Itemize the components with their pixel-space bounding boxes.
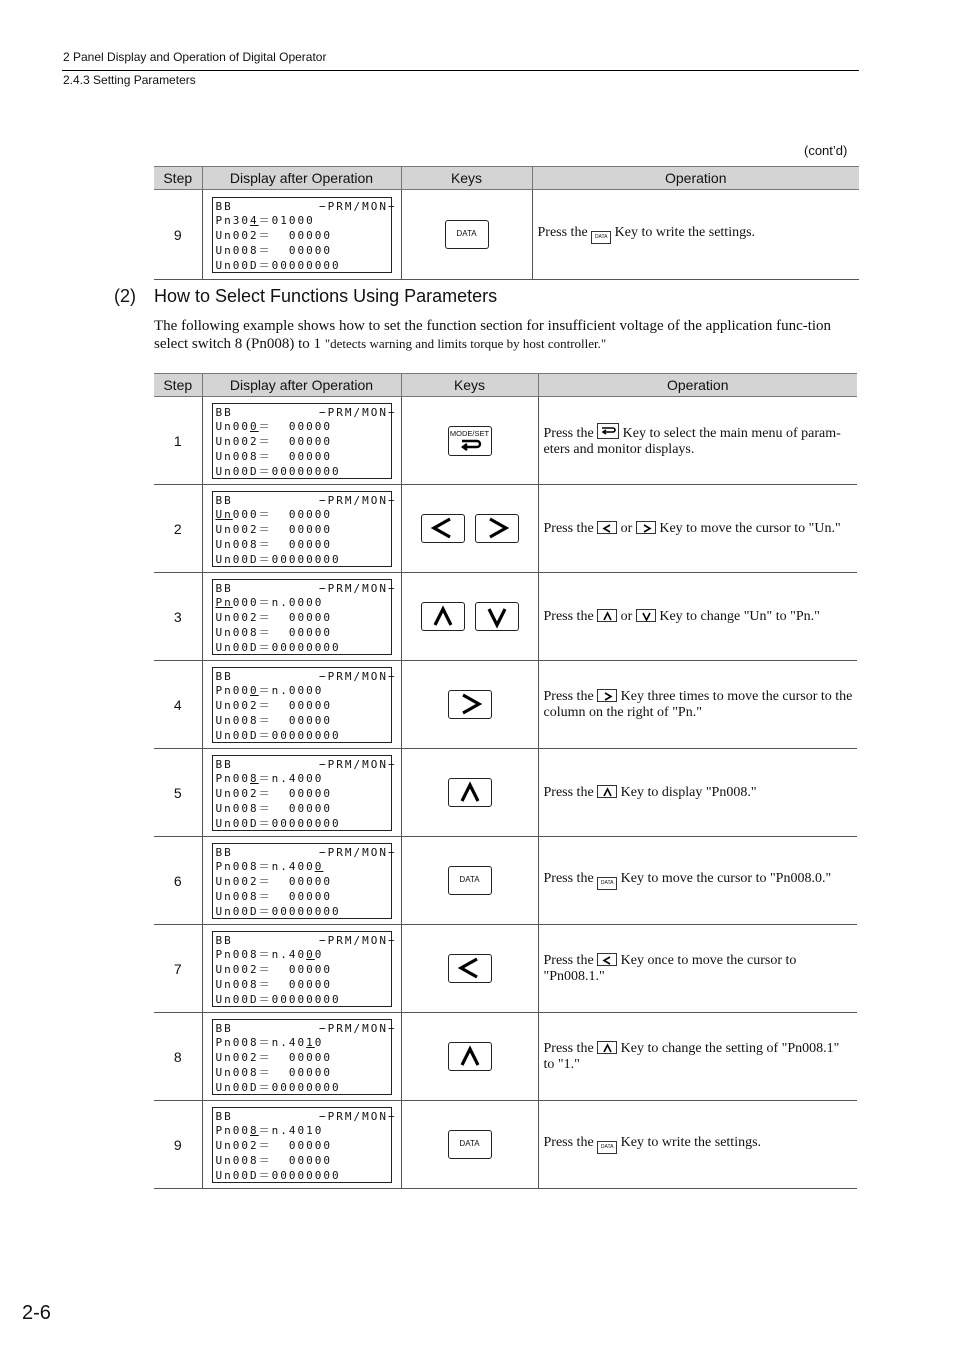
lcd-line [216, 1066, 391, 1081]
display-cell [202, 573, 401, 661]
operation-fragment: Key to select the main menu of param-eters and monitor displays. [543, 426, 841, 457]
lcd-text: Un00D＝00000000 [215, 258, 341, 272]
lcd-line [215, 581, 397, 597]
lcd-display [212, 1107, 397, 1183]
table-row [154, 485, 857, 573]
operation-text [538, 925, 857, 1013]
lcd-cursor: 1 [306, 1036, 315, 1050]
lcd-line [216, 699, 391, 714]
keys-cell [401, 573, 538, 661]
mode-set-key-icon [597, 423, 619, 439]
down-arrow-icon [476, 603, 518, 629]
lcd-line [216, 244, 391, 259]
lcd-text: Un008＝ 00000 [215, 801, 332, 815]
lcd-line [216, 890, 391, 905]
display-cell [202, 190, 401, 280]
step-number: 9 [154, 190, 202, 280]
lcd-text: Un00D＝00000000 [215, 904, 341, 918]
display-cell [202, 485, 401, 573]
lcd-line [216, 611, 391, 626]
lcd-line [215, 845, 397, 861]
lcd-text: Pn00 [215, 684, 250, 698]
operation-fragment: or [617, 608, 636, 624]
lcd-text: 0 [314, 1036, 324, 1050]
lcd-text: Un008＝ 00000 [215, 537, 332, 551]
intro-main: The following example shows how to set the function section for insufficient voltage of the application func-tion select switch 8 (Pn008) to 1 [154, 318, 832, 352]
lcd-line [216, 450, 391, 465]
lcd-line [216, 420, 391, 435]
operation-fragment: Press the [543, 608, 598, 624]
lcd-text: Un008＝ 00000 [215, 449, 332, 463]
operation-fragment: Key to display "Pn008." [617, 784, 757, 800]
lcd-line [216, 214, 391, 229]
keys-cell [401, 397, 538, 485]
operation-fragment: Press the [543, 1040, 598, 1056]
lcd-text: Pn008＝n.400 [215, 860, 315, 874]
lcd-line [216, 993, 391, 1008]
lcd-line [216, 714, 391, 729]
lcd-cursor: 8 [250, 772, 259, 786]
up-arrow-icon [449, 1043, 491, 1069]
lcd-text: Un002＝ 00000 [215, 229, 332, 243]
lcd-text: Pn00 [215, 1124, 250, 1138]
operation-text [532, 190, 859, 280]
lcd-cursor: Un [215, 508, 233, 522]
page-number: 2-6 [22, 1302, 51, 1324]
up-arrow-icon [449, 779, 491, 805]
lcd-line [216, 948, 391, 963]
lcd-text: 000＝n.0000 [232, 596, 324, 610]
lcd-text: BB −PRM∕MON− [215, 581, 397, 595]
lcd-text: Un00D＝00000000 [215, 728, 341, 742]
lcd-line [216, 817, 391, 832]
table-function-select [154, 373, 857, 1189]
intro-quote: "detects warning and limits torque by host controller." [324, 336, 607, 351]
lcd-line [216, 729, 391, 744]
lcd-line [216, 641, 391, 656]
lcd-line [215, 757, 397, 773]
keys-cell [401, 485, 538, 573]
lcd-text: 000＝ 00000 [232, 508, 332, 522]
step-number: 2 [154, 485, 202, 573]
enter-return-icon [458, 438, 482, 452]
step-number: 3 [154, 573, 202, 661]
keys-cell [401, 925, 538, 1013]
lcd-text: BB −PRM∕MON− [215, 933, 397, 947]
lcd-text: BB −PRM∕MON− [215, 1021, 397, 1035]
lcd-line [215, 933, 397, 949]
header-rule [62, 70, 859, 71]
up-arrow-key[interactable] [448, 1042, 492, 1071]
mode-set-key[interactable] [448, 426, 492, 456]
display-cell [202, 661, 401, 749]
lcd-cursor: Pn [215, 596, 233, 610]
lcd-text: BB −PRM∕MON− [215, 845, 397, 859]
operation-fragment: Press the [543, 1135, 598, 1150]
data-key-icon: DATA [597, 877, 617, 890]
section-title: How to Select Functions Using Parameters [154, 286, 498, 306]
step-number: 8 [154, 1013, 202, 1101]
lcd-text: Un008＝ 00000 [215, 1065, 332, 1079]
lcd-text: ＝n.4010 [258, 1124, 324, 1138]
lcd-text: Un00D＝00000000 [215, 1080, 341, 1094]
display-cell [202, 397, 401, 485]
data-key-label: DATA [456, 229, 477, 238]
lcd-text: 0 [314, 948, 324, 962]
operation-text [538, 573, 857, 661]
lcd-text: ＝01000 [258, 214, 315, 228]
lcd-text: BB −PRM∕MON− [215, 757, 397, 771]
lcd-text: Un002＝ 00000 [215, 1051, 332, 1065]
lcd-text: Un002＝ 00000 [215, 523, 332, 537]
display-cell [202, 837, 401, 925]
table-row [154, 661, 857, 749]
operation-text [538, 661, 857, 749]
lcd-text: Un002＝ 00000 [215, 963, 332, 977]
down-arrow-key[interactable] [475, 602, 519, 631]
data-key[interactable] [448, 866, 492, 895]
lcd-line [215, 1109, 397, 1125]
operation-fragment: Press the [543, 688, 598, 704]
operation-fragment: Key to write the settings. [611, 225, 756, 240]
section-heading [114, 286, 497, 307]
lcd-line [216, 553, 391, 568]
lcd-line [216, 1051, 391, 1066]
lcd-text: ＝n.0000 [258, 684, 324, 698]
table-row [154, 190, 859, 280]
display-cell [202, 749, 401, 837]
lcd-text: BB −PRM∕MON− [215, 669, 397, 683]
down-arrow-key-icon [636, 609, 656, 622]
table-step9-continued [154, 166, 859, 280]
lcd-display [212, 197, 397, 273]
lcd-line [216, 963, 391, 978]
keys-cell [401, 661, 538, 749]
data-key-icon: DATA [591, 231, 611, 244]
lcd-cursor: 0 [306, 948, 315, 962]
keys-cell [401, 749, 538, 837]
operation-fragment: Press the [537, 225, 592, 240]
lcd-line [216, 684, 391, 699]
lcd-line [216, 508, 391, 523]
operation-fragment: Press the [543, 952, 598, 968]
mode-key-label: MODE/SET [449, 428, 490, 438]
table-row [154, 837, 857, 925]
lcd-line [216, 787, 391, 802]
data-key[interactable] [445, 220, 489, 249]
col-header-step: Step [154, 374, 202, 397]
lcd-display [212, 755, 397, 831]
step-number: 4 [154, 661, 202, 749]
operation-fragment: Press the [543, 784, 598, 800]
lcd-cursor: 0 [314, 860, 324, 874]
right-arrow-key[interactable] [475, 514, 519, 543]
lcd-text: Un00D＝00000000 [215, 552, 341, 566]
left-arrow-key-icon [597, 953, 617, 966]
lcd-line [216, 1124, 391, 1139]
lcd-text: Un00 [215, 420, 250, 434]
lcd-text: Un002＝ 00000 [215, 875, 332, 889]
display-cell [202, 1013, 401, 1101]
table-row [154, 397, 857, 485]
col-header-operation: Operation [532, 167, 859, 190]
lcd-line [216, 802, 391, 817]
lcd-text: BB −PRM∕MON− [215, 493, 397, 507]
lcd-text: Un002＝ 00000 [215, 699, 332, 713]
lcd-text: Un008＝ 00000 [215, 889, 332, 903]
table-row [154, 573, 857, 661]
up-arrow-key-icon [597, 1041, 617, 1054]
lcd-line [216, 1139, 391, 1154]
lcd-text: Pn30 [215, 214, 250, 228]
table-row [154, 1013, 857, 1101]
operation-text [538, 485, 857, 573]
lcd-cursor: 4 [250, 214, 259, 228]
section-header: 2.4.3 Setting Parameters [63, 73, 196, 87]
operation-text [538, 397, 857, 485]
operation-fragment: Key to write the settings. [617, 1135, 762, 1150]
display-cell [202, 1101, 401, 1189]
data-key-label: DATA [459, 1139, 480, 1148]
up-arrow-key[interactable] [421, 602, 465, 631]
lcd-text: Un00D＝00000000 [215, 992, 341, 1006]
keys-cell [401, 190, 532, 280]
lcd-text: BB −PRM∕MON− [215, 1109, 397, 1123]
lcd-text: Un008＝ 00000 [215, 625, 332, 639]
lcd-line [216, 978, 391, 993]
operation-fragment: Key to move the cursor to "Un." [655, 520, 841, 536]
lcd-text: Un002＝ 00000 [215, 787, 332, 801]
operation-text [538, 1101, 857, 1189]
col-header-keys: Keys [401, 167, 532, 190]
lcd-display [212, 667, 397, 743]
lcd-line [216, 1169, 391, 1184]
keys-cell [401, 1101, 538, 1189]
lcd-text: Un00D＝00000000 [215, 464, 341, 478]
step-number: 9 [154, 1101, 202, 1189]
lcd-display [212, 403, 397, 479]
step-number: 7 [154, 925, 202, 1013]
lcd-line [216, 860, 391, 875]
data-key-label: DATA [459, 875, 480, 884]
lcd-display [212, 1019, 397, 1095]
operation-text [538, 1013, 857, 1101]
right-arrow-key-icon [597, 689, 617, 702]
display-cell [202, 925, 401, 1013]
lcd-text: Un002＝ 00000 [215, 611, 332, 625]
lcd-text: Pn008＝n.40 [215, 948, 307, 962]
lcd-text: Un008＝ 00000 [215, 243, 332, 257]
right-arrow-icon [449, 691, 491, 717]
operation-fragment: or [617, 520, 636, 536]
lcd-text: Un008＝ 00000 [215, 977, 332, 991]
right-arrow-key[interactable] [448, 690, 492, 719]
lcd-text: Un00D＝00000000 [215, 1168, 341, 1182]
col-header-keys: Keys [401, 374, 538, 397]
lcd-cursor: 0 [250, 684, 259, 698]
lcd-line [216, 596, 391, 611]
lcd-line [215, 669, 397, 685]
right-arrow-key-icon [636, 521, 656, 534]
data-key-icon: DATA [597, 1141, 617, 1154]
lcd-line [216, 435, 391, 450]
operation-fragment: Press the [543, 520, 598, 536]
lcd-text: Un002＝ 00000 [215, 1139, 332, 1153]
col-header-step: Step [154, 167, 202, 190]
lcd-cursor: 0 [250, 420, 259, 434]
lcd-text: Pn00 [215, 772, 250, 786]
col-header-operation: Operation [538, 374, 857, 397]
step-number: 1 [154, 397, 202, 485]
up-arrow-key-icon [597, 609, 617, 622]
col-header-display: Display after Operation [202, 167, 401, 190]
up-arrow-key-icon [597, 785, 617, 798]
lcd-text: Pn008＝n.40 [215, 1036, 307, 1050]
chapter-header: 2 Panel Display and Operation of Digital Operator [63, 50, 327, 64]
operation-fragment: Key three times to move the cursor to the column on the right of "Pn." [543, 688, 853, 720]
lcd-text: ＝ 00000 [258, 420, 332, 434]
lcd-text: Un008＝ 00000 [215, 1153, 332, 1167]
intro-paragraph [154, 317, 858, 353]
operation-fragment: Key to move the cursor to "Pn008.0." [617, 871, 832, 886]
lcd-text: BB −PRM∕MON− [215, 199, 397, 213]
lcd-line [216, 1081, 391, 1096]
right-arrow-icon [476, 515, 518, 541]
lcd-text: Un00D＝00000000 [215, 640, 341, 654]
lcd-text: Un002＝ 00000 [215, 435, 332, 449]
table-row [154, 925, 857, 1013]
lcd-line [216, 465, 391, 480]
keys-cell [401, 837, 538, 925]
keys-cell [401, 1013, 538, 1101]
col-header-display: Display after Operation [202, 374, 401, 397]
lcd-text: Un008＝ 00000 [215, 713, 332, 727]
lcd-text: BB −PRM∕MON− [215, 405, 397, 419]
lcd-cursor: 8 [250, 1124, 259, 1138]
continued-label: (cont’d) [804, 143, 848, 158]
operation-fragment: Key once to move the cursor to "Pn008.1." [543, 952, 797, 984]
lcd-line [216, 1036, 391, 1051]
operation-fragment: Key to change the setting of "Pn008.1" to "1." [543, 1040, 840, 1072]
left-arrow-icon [422, 515, 464, 541]
lcd-line [216, 538, 391, 553]
lcd-line [216, 259, 391, 274]
operation-fragment: Press the [543, 426, 598, 441]
lcd-text: ＝n.4000 [258, 772, 324, 786]
lcd-line [216, 626, 391, 641]
lcd-display [212, 931, 397, 1007]
left-arrow-key[interactable] [448, 954, 492, 983]
lcd-line [216, 1154, 391, 1169]
operation-fragment: Press the [543, 871, 598, 886]
lcd-line [215, 199, 397, 215]
table-row [154, 749, 857, 837]
operation-fragment: Key to change "Un" to "Pn." [655, 608, 820, 624]
lcd-line [216, 905, 391, 920]
operation-text [538, 749, 857, 837]
table-row [154, 1101, 857, 1189]
step-number: 5 [154, 749, 202, 837]
lcd-line [215, 1021, 397, 1037]
data-key[interactable] [448, 1130, 492, 1159]
step-number: 6 [154, 837, 202, 925]
lcd-line [216, 229, 391, 244]
up-arrow-icon [422, 603, 464, 629]
lcd-text: Un00D＝00000000 [215, 816, 341, 830]
operation-text [538, 837, 857, 925]
lcd-display [212, 843, 397, 919]
left-arrow-key-icon [597, 521, 617, 534]
lcd-line [216, 875, 391, 890]
lcd-display [212, 579, 397, 655]
up-arrow-key[interactable] [448, 778, 492, 807]
lcd-line [215, 405, 397, 421]
left-arrow-icon [449, 955, 491, 981]
lcd-line [215, 493, 397, 509]
section-number: (2) [114, 286, 136, 306]
lcd-line [216, 772, 391, 787]
left-arrow-key[interactable] [421, 514, 465, 543]
lcd-line [216, 523, 391, 538]
lcd-display [212, 491, 397, 567]
